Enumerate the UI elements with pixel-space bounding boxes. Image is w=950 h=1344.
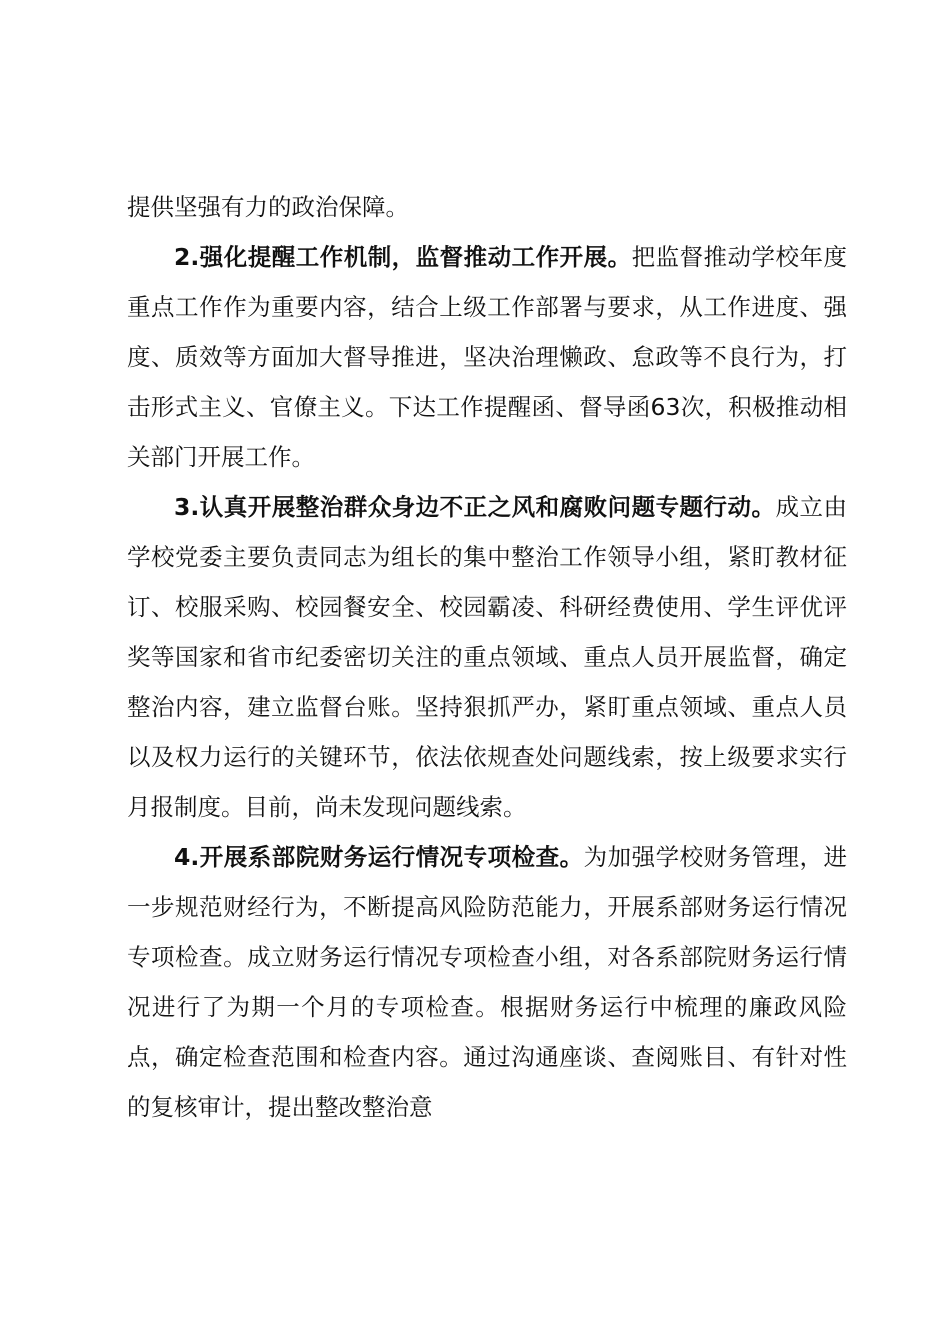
paragraph-body: 把监督推动学校年度重点工作作为重要内容，结合上级工作部署与要求，从工作进度、强度、质效等方面加大督导推进，坚决治理懒政、怠政等不良行为，打击形式主义、官僚主义。下达工作提醒函、督导函63次，积极推动相关部门开展工作。 — [127, 243, 848, 471]
paragraph-body: 成立由学校党委主要负责同志为组长的集中整治工作领导小组，紧盯教材征订、校服采购、校园餐安全、校园霸凌、科研经费使用、学生评优评奖等国家和省市纪委密切关注的重点领域、重点人员开展监督，确定整治内容，建立监督台账。坚持狠抓严办，紧盯重点领域、重点人员以及权力运行的关键环节，依法依规查处问题线索，按上级要求实行月报制度。目前，尚未发现问题线索。 — [127, 493, 848, 821]
paragraph-continuation — [127, 182, 847, 232]
paragraph-heading: 2.强化提醒工作机制，监督推动工作开展。 — [174, 243, 632, 271]
paragraph-item-3 — [127, 482, 847, 832]
document-body — [127, 182, 847, 1132]
paragraph-item-2 — [127, 232, 847, 482]
paragraph-body: 提供坚强有力的政治保障。 — [127, 193, 409, 221]
paragraph-body: 为加强学校财务管理，进一步规范财经行为，不断提高风险防范能力，开展系部财务运行情况专项检查。成立财务运行情况专项检查小组，对各系部院财务运行情况进行了为期一个月的专项检查。根据财务运行中梳理的廉政风险点，确定检查范围和检查内容。通过沟通座谈、查阅账目、有针对性的复核审计，提出整改整治意 — [127, 843, 848, 1121]
paragraph-heading: 3.认真开展整治群众身边不正之风和腐败问题专题行动。 — [174, 493, 776, 521]
paragraph-item-4 — [127, 832, 847, 1132]
paragraph-heading: 4.开展系部院财务运行情况专项检查。 — [174, 843, 584, 871]
